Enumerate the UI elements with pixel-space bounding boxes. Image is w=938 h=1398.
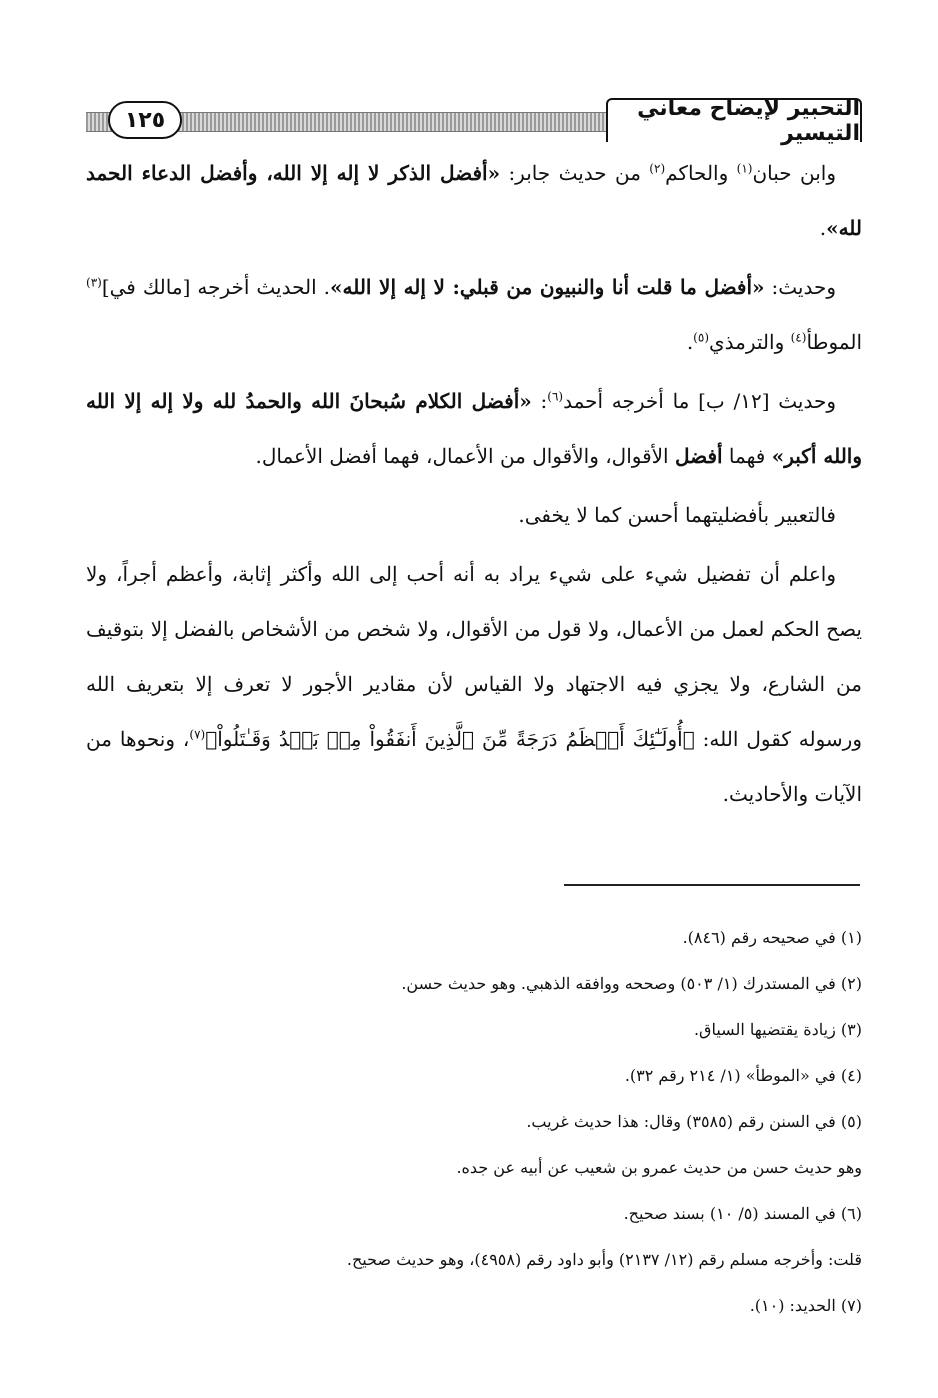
- footnote: (٥) في السنن رقم (٣٥٨٥) وقال: هذا حديث غريب.: [526, 1112, 862, 1131]
- footnote: (٢) في المستدرك (١/ ٥٠٣) وصححه ووافقه الذهبي. وهو حديث حسن.: [401, 974, 862, 993]
- footnote-separator: [564, 884, 860, 886]
- book-title: التحبير لإيضاح معاني التيسير: [606, 98, 862, 142]
- emphasis: أفضل: [674, 444, 723, 468]
- footnote: قلت: وأخرجه مسلم رقم (١٢/ ٢١٣٧) وأبو داود رقم (٤٩٥٨)، وهو حديث صحيح.: [346, 1250, 862, 1269]
- paragraph-3: وحديث [١٢/ ب] ما أخرجه أحمد$^{(٦)}$: «أفضل الكلام سُبحانَ الله والحمدُ لله ولا إله إلا الله والله أكبر» فهما أفضل الأقوال، والأقوال من الأعمال، فهما أفضل الأعمال.: [86, 389, 862, 468]
- footnotes: [86, 920, 862, 1334]
- paragraph-1: وابن حبان$^{(١)}$ والحاكم$^{(٢)}$ من حديث جابر: «أفضل الذكر لا إله إلا الله، وأفضل الدعاء الحمد لله».: [86, 161, 862, 240]
- page-number: ١٢٥: [108, 101, 182, 139]
- hadith-quote: «أفضل الكلام سُبحانَ الله والحمدُ لله ولا إله إلا الله والله أكبر»: [86, 389, 862, 468]
- footnote-ref: (٧): [189, 727, 206, 742]
- footnote: (١) في صحيحه رقم (٨٤٦).: [682, 928, 862, 947]
- paragraph-2: وحديث: «أفضل ما قلت أنا والنبيون من قبلي: لا إله إلا الله». الحديث أخرجه [مالك في]$^{(٣)}$ الموطأ$^{(٤)}$ والترمذي$^{(٥)}$.: [86, 275, 862, 354]
- footnote-ref: (٢): [649, 161, 666, 176]
- footnote: (٣) زيادة يقتضيها السياق.: [693, 1020, 862, 1039]
- footnote: وهو حديث حسن من حديث عمرو بن شعيب عن أبيه عن جده.: [456, 1158, 862, 1177]
- hadith-quote: «أفضل الذكر لا إله إلا الله، وأفضل الدعاء الحمد لله»: [86, 161, 862, 240]
- main-text: [86, 146, 862, 826]
- paragraph-4: فالتعبير بأفضليتهما أحسن كما لا يخفى.: [518, 503, 836, 527]
- paragraph-5: واعلم أن تفضيل شيء على شيء يراد به أنه أحب إلى الله وأكثر إثابة، وأعظم أجراً، ولا يصح الحكم لعمل من الأعمال، ولا قول من الأقوال، ولا شخص من الأشخاص بالفضل إلا بتوقيف من الشارع، ولا يجزي فيه الاجتهاد ولا القياس لأن مقادير الأجور لا تعرف إلا بتعريف الله ورسوله كقول الله: ﴿أُولَـٰٓئِكَ أَعۡظَمُ دَرَجَةً مِّنَ ٱلَّذِينَ أَنفَقُواْ مِنۢ بَعۡدُ وَقَـٰتَلُواْ﴾$^{(٧)}$، ونحوها من الآيات والأحاديث.: [86, 562, 863, 806]
- footnote-ref: (٥): [693, 330, 709, 345]
- footnote-ref: (٣): [86, 275, 102, 290]
- footnote-ref: (٤): [790, 330, 807, 345]
- footnote-ref: (٦): [547, 389, 564, 404]
- running-header: [86, 98, 862, 144]
- hadith-quote: «أفضل ما قلت أنا والنبيون من قبلي: لا إله إلا الله»: [329, 275, 765, 299]
- footnote: (٧) الحديد: (١٠).: [749, 1296, 862, 1315]
- footnote: (٦) في المسند (٥/ ١٠) بسند صحيح.: [623, 1204, 862, 1223]
- quran-verse: ﴿أُولَـٰٓئِكَ أَعۡظَمُ دَرَجَةً مِّنَ ٱلَّذِينَ أَنفَقُواْ مِنۢ بَعۡدُ وَقَـٰتَلُواْ﴾: [205, 727, 695, 751]
- footnote: (٤) في «الموطأ» (١/ ٢١٤ رقم ٣٢).: [624, 1066, 862, 1085]
- footnote-ref: (١): [736, 161, 753, 176]
